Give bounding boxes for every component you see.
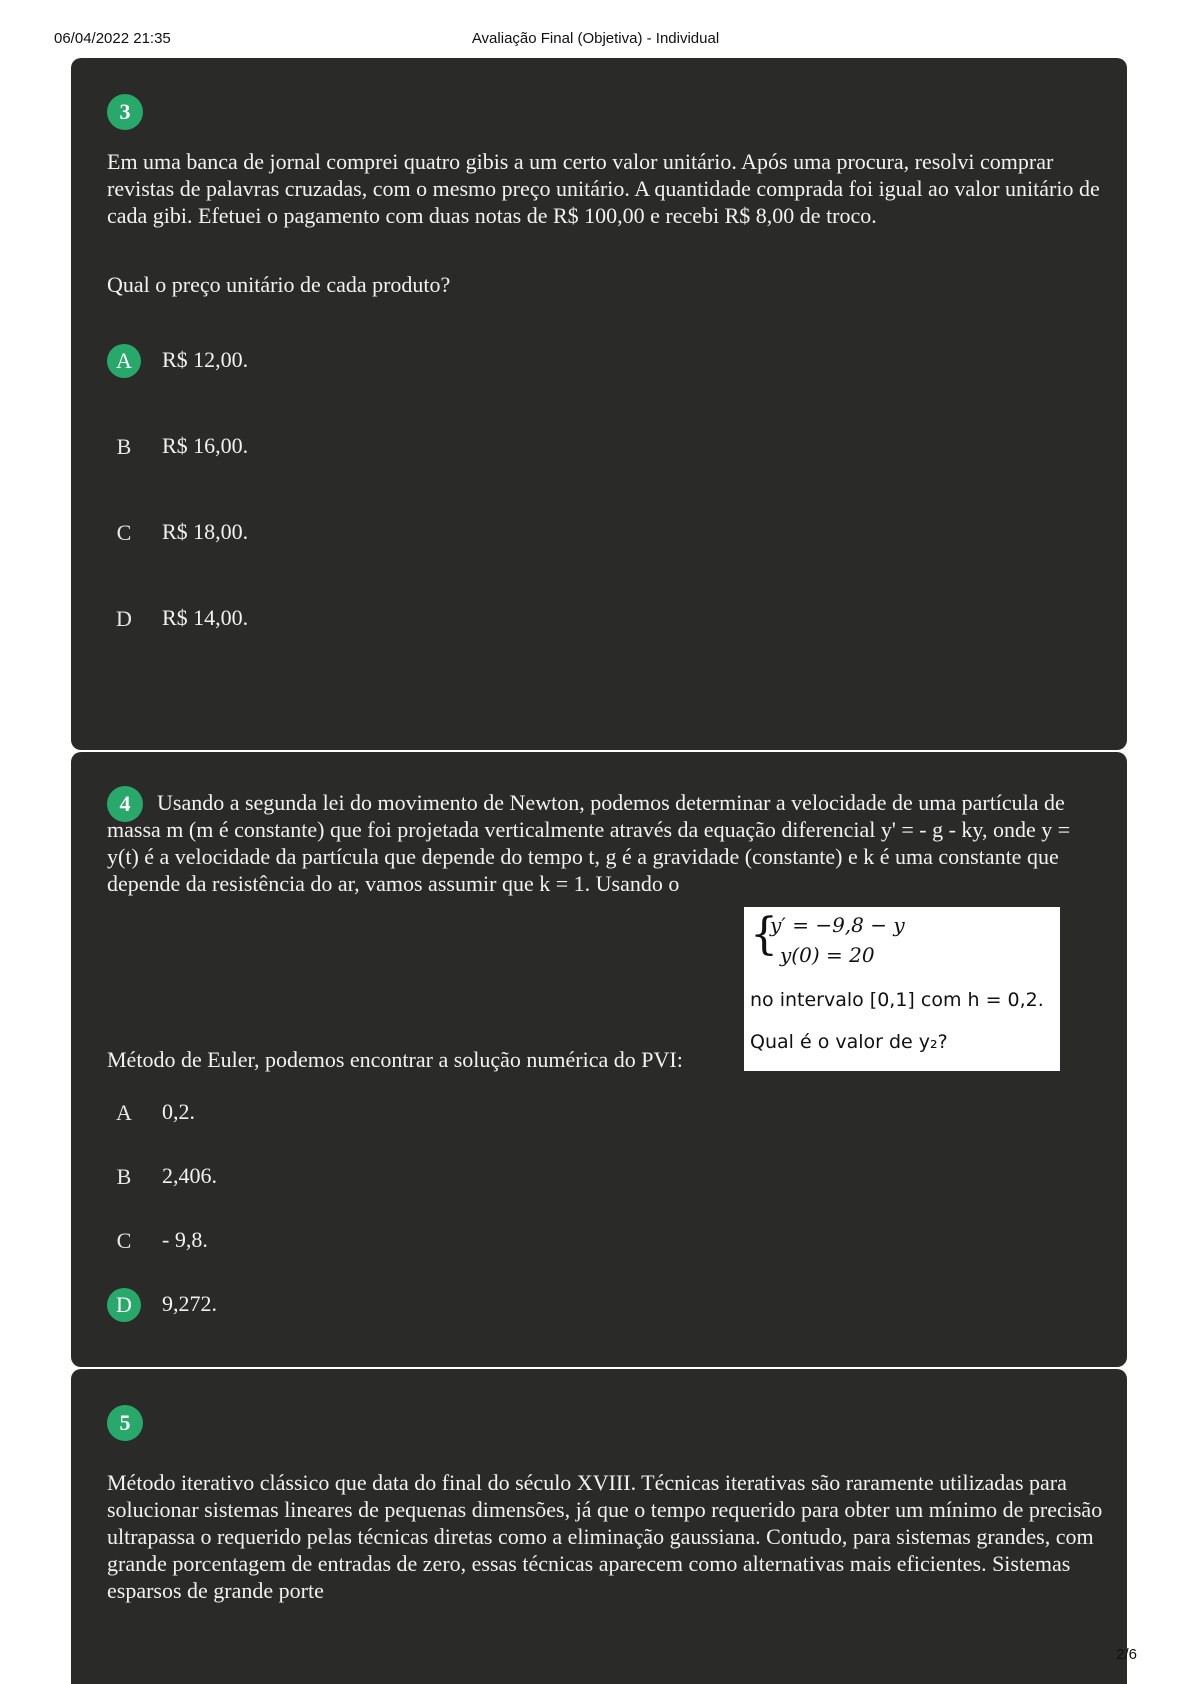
option-text: - 9,8. bbox=[162, 1227, 208, 1252]
option-text: 0,2. bbox=[162, 1099, 195, 1124]
option-text: R$ 12,00. bbox=[162, 347, 249, 372]
pvi-equation-image bbox=[744, 907, 1060, 1071]
option-text: R$ 18,00. bbox=[162, 519, 249, 544]
page-title: Avaliação Final (Objetiva) - Individual bbox=[471, 30, 720, 47]
option-a[interactable] bbox=[107, 1096, 707, 1130]
question-text: Usando a segunda lei do movimento de Newton, podemos determinar a velocidade de uma partícula de massa m (m é constante) que foi projetada verticalmente através da equação diferencial y' = - g - ky, onde y = y(t) é a velocidade da partícula que depende do tempo t, g é a gravidade (constante) e k é uma constante que depende da resistência do ar, vamos assumir que k = 1. Usando o bbox=[107, 790, 1071, 896]
option-letter: B bbox=[116, 1164, 132, 1189]
question-text: Em uma banca de jornal comprei quatro gibis a um certo valor unitário. Após uma procura, resolvi comprar revistas de palavras cruzadas, com o mesmo preço unitário. A quantidade comprada foi igual ao valor unitário de cada gibi. Efetuei o pagamento com duas notas de R$ 100,00 e recebi R$ 8,00 de troco. bbox=[107, 149, 1100, 228]
option-letter: C bbox=[116, 1228, 132, 1253]
question-number-badge: 3 bbox=[107, 94, 143, 130]
question-card-3 bbox=[71, 58, 1127, 750]
option-text: R$ 16,00. bbox=[162, 433, 249, 458]
option-d[interactable] bbox=[107, 602, 707, 636]
option-letter-selected: A bbox=[107, 344, 141, 378]
pvi-equation-1: y′ = −9,8 − y bbox=[770, 913, 905, 937]
option-letter-selected: D bbox=[107, 1288, 141, 1322]
pvi-equation-2: y(0) = 20 bbox=[780, 943, 875, 967]
option-b[interactable] bbox=[107, 430, 707, 464]
option-letter: D bbox=[116, 606, 132, 631]
page-number: 2/6 bbox=[1116, 1646, 1137, 1663]
question-text-end: Método de Euler, podemos encontrar a solução numérica do PVI: bbox=[107, 1047, 683, 1072]
pvi-question: Qual é o valor de y₂? bbox=[750, 1031, 948, 1053]
option-text: 9,272. bbox=[162, 1291, 217, 1316]
option-c[interactable] bbox=[107, 1224, 707, 1258]
pvi-brace: { bbox=[750, 909, 778, 960]
option-a[interactable] bbox=[107, 344, 707, 378]
option-c[interactable] bbox=[107, 516, 707, 550]
question-text: Método iterativo clássico que data do final do século XVIII. Técnicas iterativas são raramente utilizadas para solucionar sistemas lineares de pequenas dimensões, já que o tempo requerido para obter um mínimo de precisão ultrapassa o requerido pelas técnicas diretas como a eliminação gaussiana. Contudo, para sistemas grandes, com grande porcentagem de entradas de zero, essas técnicas aparecem como alternativas mais eficientes. Sistemas esparsos de grande porte bbox=[107, 1470, 1103, 1603]
print-date: 06/04/2022 21:35 bbox=[54, 30, 171, 47]
option-letter: A bbox=[116, 1100, 132, 1125]
option-letter: B bbox=[116, 434, 132, 459]
question-card-5 bbox=[71, 1369, 1127, 1684]
option-d[interactable] bbox=[107, 1288, 707, 1322]
pvi-interval: no intervalo [0,1] com h = 0,2. bbox=[750, 989, 1044, 1011]
question-card-4 bbox=[71, 752, 1127, 1367]
option-letter: C bbox=[116, 520, 132, 545]
question-number-badge: 4 bbox=[107, 786, 143, 822]
question-prompt: Qual o preço unitário de cada produto? bbox=[107, 272, 451, 297]
question-number-badge: 5 bbox=[107, 1405, 143, 1441]
option-b[interactable] bbox=[107, 1160, 707, 1194]
option-text: 2,406. bbox=[162, 1163, 217, 1188]
option-text: R$ 14,00. bbox=[162, 605, 249, 630]
